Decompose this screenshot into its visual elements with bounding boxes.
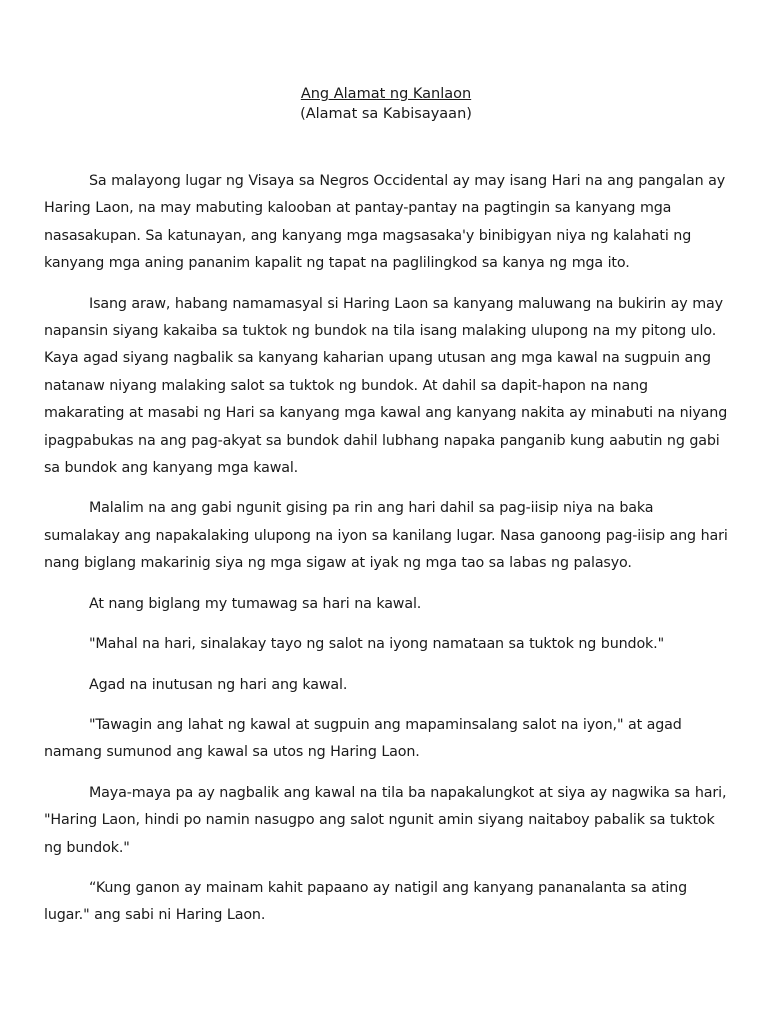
paragraph: “Kung ganon ay mainam kahit papaano ay natigil ang kanyang pananalanta sa ating lugar." ang sabi ni Haring Laon. — [44, 879, 687, 924]
title-block — [44, 84, 728, 124]
paragraph: Isang araw, habang namamasyal si Haring Laon sa kanyang maluwang na bukirin ay may napansin siyang kakaiba sa tuktok ng bundok na tila isang malaking ulupong na my pitong ulo. Kaya agad siyang nagbalik sa kanyang kaharian upang utusan ang mga kawal na sugpuin ang natanaw niyang malaking salot sa tuktok ng bundok. At dahil sa dapit-hapon na nang makarating at masabi ng Hari sa kanyang mga kawal ang kanyang nakita ay minabuti na niyang ipagpabukas na ang pag-akyat sa bundok dahil lubhang napaka panganib kung aabutin ng gabi sa bundok ang kanyang mga kawal. — [44, 295, 728, 477]
paragraph: Sa malayong lugar ng Visaya sa Negros Occidental ay may isang Hari na ang pangalan ay Haring Laon, na may mabuting kalooban at pantay-pantay na pagtingin sa kanyang mga nasasakupan. Sa katunayan, ang kanyang mga magsasaka'y binibigyan niya ng kalahati ng kanyang mga aning pananim kapalit ng tapat na paglilingkod sa kanya ng mga ito. — [44, 173, 726, 272]
document-title: Ang Alamat ng Kanlaon — [300, 86, 472, 102]
paragraph: Maya-maya pa ay nagbalik ang kawal na tila ba napakalungkot at siya ay nagwika sa hari, "Haring Laon, hindi po namin nasugpo ang salot ngunit amin siyang naitaboy pabalik sa tuktok ng bundok." — [44, 784, 727, 856]
paragraph: "Tawagin ang lahat ng kawal at sugpuin ang mapaminsalang salot na iyon," at agad namang sumunod ang kawal sa utos ng Haring Laon. — [44, 716, 682, 761]
paragraph: At nang biglang my tumawag sa hari na kawal. — [89, 595, 422, 612]
document-body — [44, 168, 728, 930]
paragraph: Malalim na ang gabi ngunit gising pa rin ang hari dahil sa pag-iisip niya na baka sumalakay ang napakalaking ulupong na iyon sa kanilang lugar. Nasa ganoong pag-iisip ang hari nang biglang makarinig siya ng mga sigaw at iyak ng mga tao sa labas ng palasyo. — [44, 500, 728, 572]
paragraph: Agad na inutusan ng hari ang kawal. — [89, 676, 348, 693]
paragraph: "Mahal na hari, sinalakay tayo ng salot na iyong namataan sa tuktok ng bundok." — [89, 636, 664, 653]
document-subtitle: (Alamat sa Kabisayaan) — [300, 106, 472, 122]
